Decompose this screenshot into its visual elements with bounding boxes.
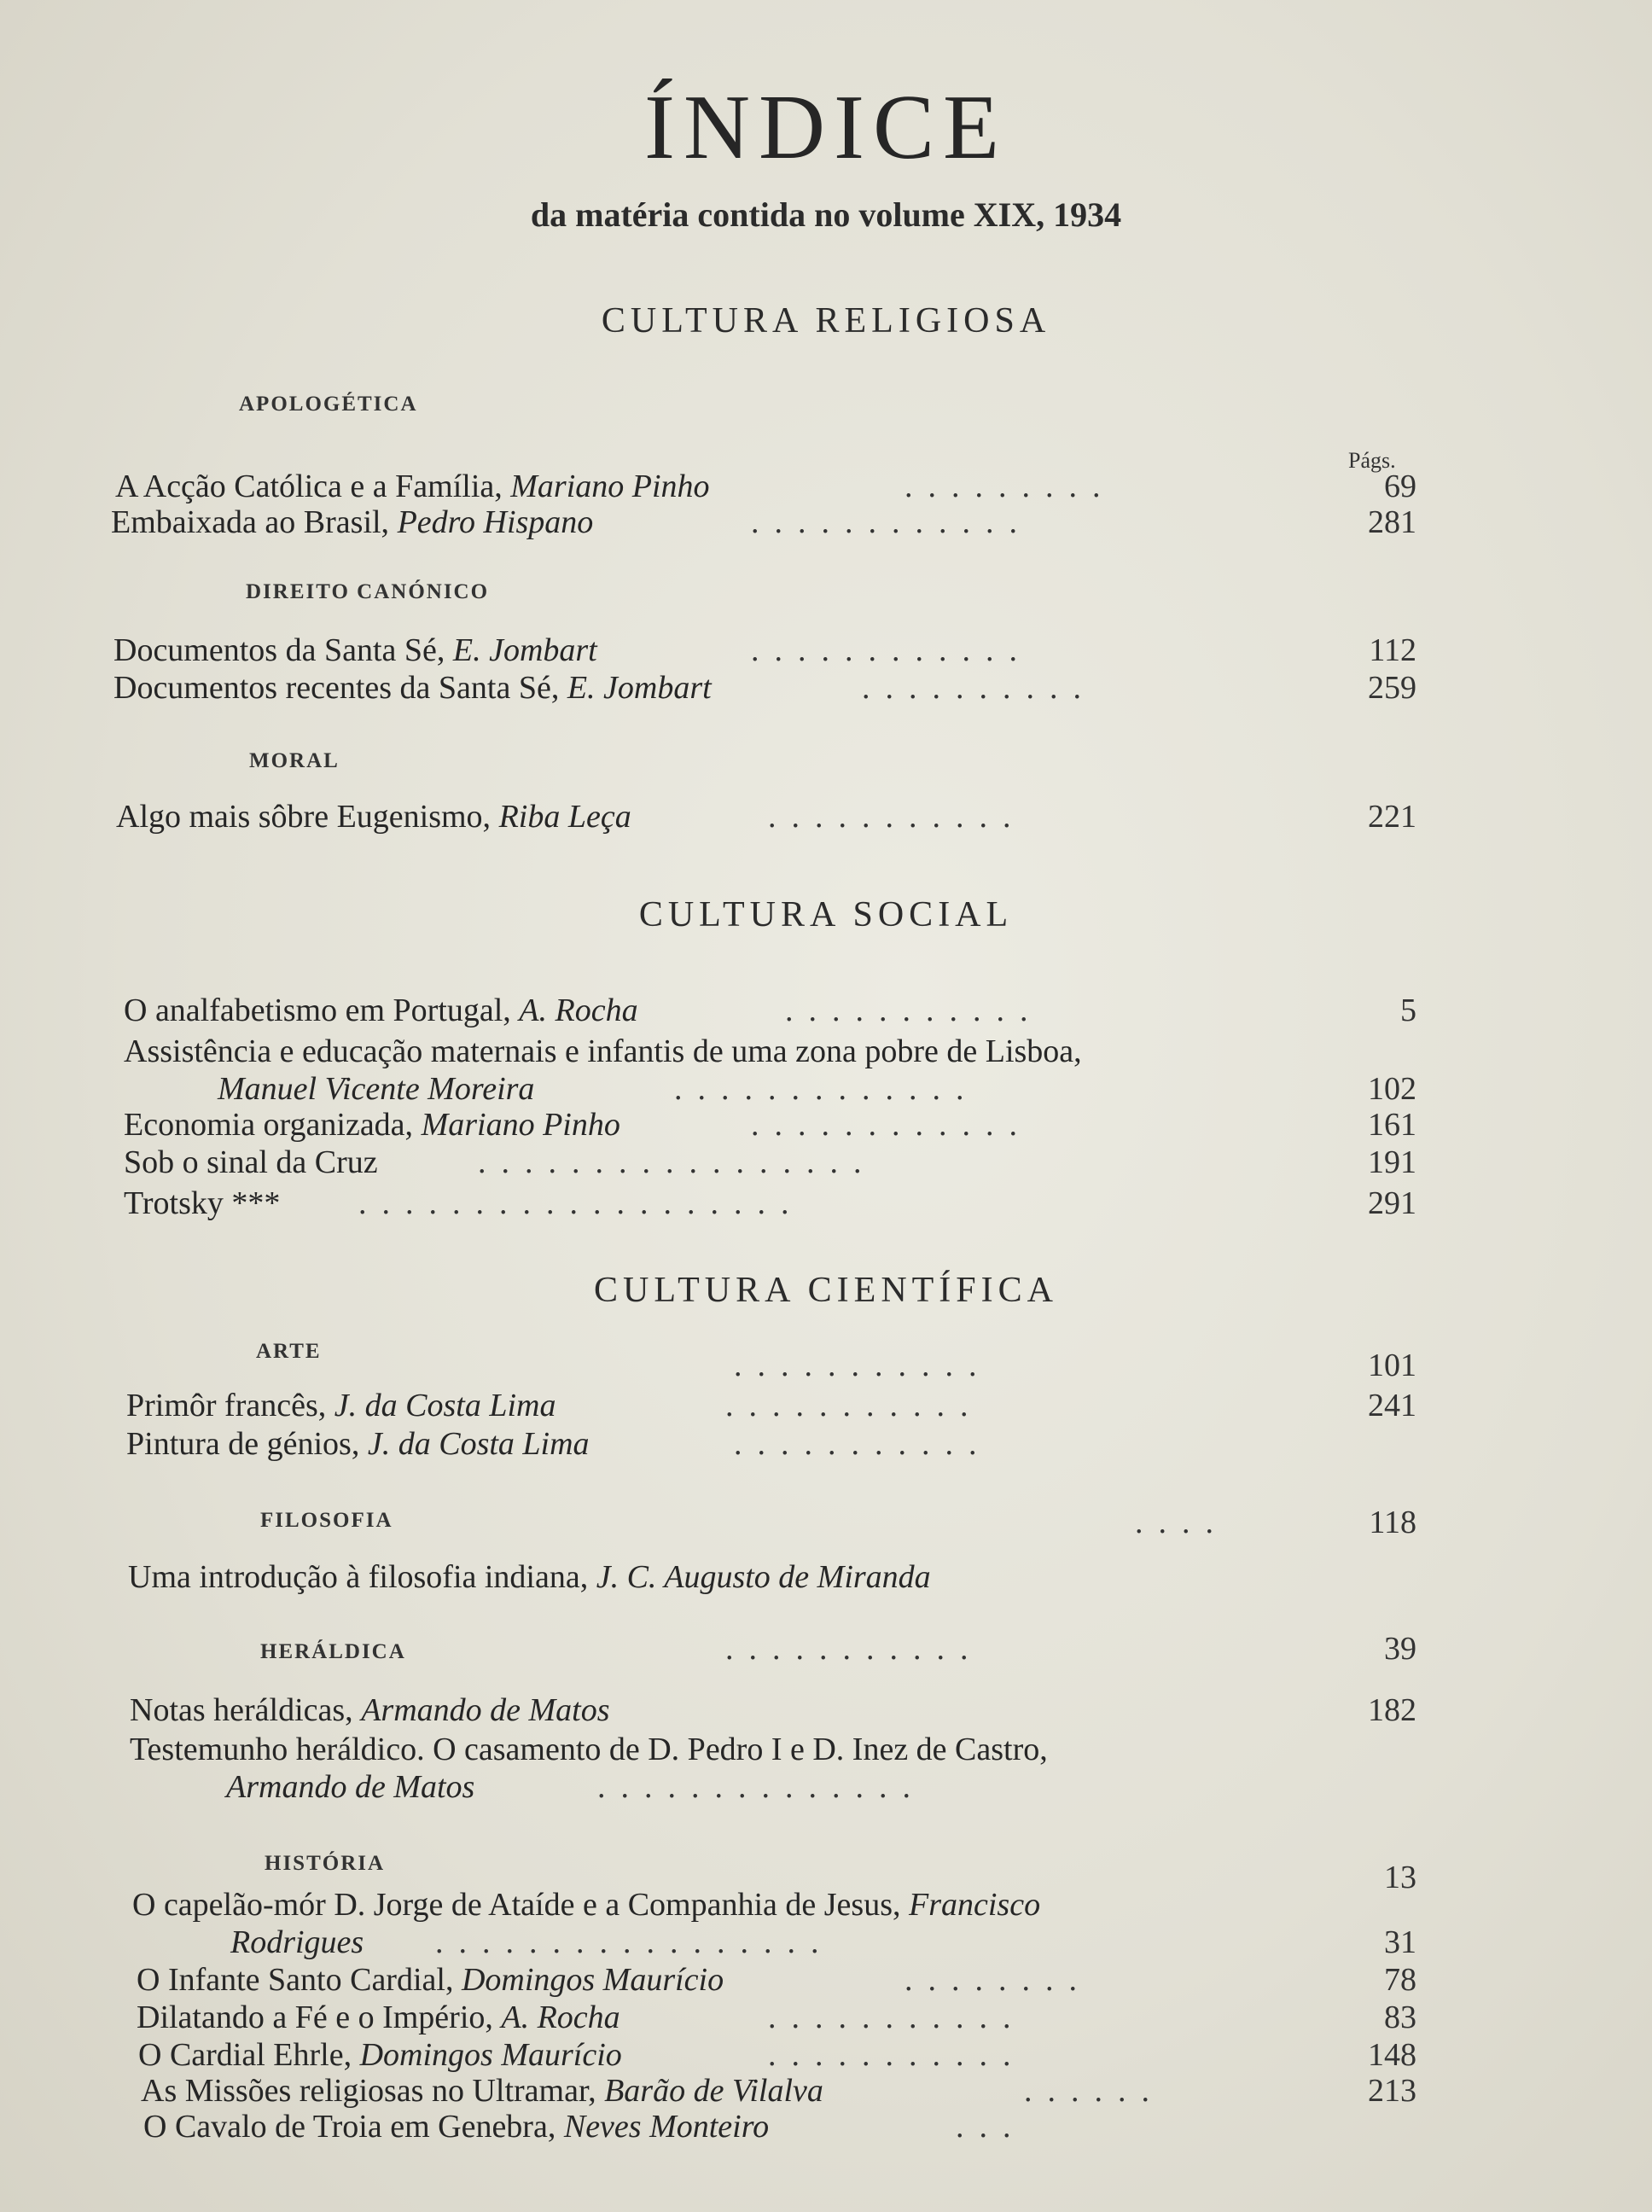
entry-page: 118 [1369, 1505, 1416, 1540]
section-heading-religiosa: CULTURA RELIGIOSA [601, 301, 1051, 341]
index-entry-page-only: .... 118 [1135, 1505, 1416, 1540]
subheading-filosofia: FILOSOFIA [260, 1509, 393, 1532]
entry-author: A. Rocha [519, 992, 638, 1028]
entry-author: E. Jombart [567, 670, 712, 706]
page-title: ÍNDICE [644, 77, 1008, 178]
pages-column-label: Págs. [1348, 448, 1396, 473]
index-entry: O Infante Santo Cardial, Domingos Maurício ........ 78 [137, 1962, 1416, 1998]
section-heading-social: CULTURA SOCIAL [638, 895, 1014, 934]
index-entry: Embaixada ao Brasil, Pedro Hispano ............ 281 [111, 504, 1416, 540]
index-entry: O capelão-mór D. Jorge de Ataíde e a Companhia de Jesus, Francisco [132, 1887, 1041, 1923]
index-entry: Pintura de génios, J. da Costa Lima ........... [126, 1426, 992, 1462]
entry-author: J. da Costa Lima [367, 1426, 590, 1462]
entry-page: 291 [1368, 1185, 1416, 1221]
index-entry: Documentos da Santa Sé, E. Jombart ............ 112 [113, 632, 1416, 668]
entry-author: J. da Costa Lima [334, 1388, 556, 1423]
entry-author: E. Jombart [452, 632, 597, 668]
index-entry-page-only: ........... 39 [725, 1631, 1416, 1667]
entry-page: 213 [1368, 2073, 1416, 2109]
index-entry: O analfabetismo em Portugal, A. Rocha ........... 5 [124, 992, 1416, 1028]
entry-page: 191 [1368, 1144, 1416, 1180]
index-entry: A Acção Católica e a Família, Mariano Pinho ......... 69 [115, 469, 1416, 504]
entry-author: Domingos Maurício [359, 2037, 622, 2073]
entry-page: 182 [1368, 1692, 1416, 1728]
section-heading-cientifica: CULTURA CIENTÍFICA [594, 1271, 1058, 1310]
index-entry: Documentos recentes da Santa Sé, E. Jombart .......... 259 [113, 670, 1416, 706]
index-entry: Rodrigues ................. 31 [230, 1924, 1416, 1960]
entry-page: 221 [1368, 799, 1416, 835]
index-entry: O Cardial Ehrle, Domingos Maurício ........... 148 [138, 2037, 1416, 2073]
index-entry: Economia organizada, Mariano Pinho ............ 161 [124, 1107, 1416, 1143]
entry-author: Barão de Vilalva [604, 2073, 823, 2109]
index-entry: Sob o sinal da Cruz ................. 191 [124, 1144, 1416, 1180]
index-entry: Primôr francês, J. da Costa Lima ........... 241 [126, 1388, 1416, 1423]
entry-author: J. C. Augusto de Miranda [596, 1559, 931, 1595]
entry-page: 241 [1368, 1388, 1416, 1423]
page-subtitle: da matéria contida no volume XIX, 1934 [530, 195, 1122, 234]
index-entry: Armando de Matos .............. [226, 1769, 926, 1805]
entry-author: Armando de Matos [226, 1769, 475, 1805]
entry-page: 31 [1384, 1924, 1416, 1960]
subheading-heraldica: HERÁLDICA [260, 1640, 406, 1663]
entry-author: Rodrigues [230, 1924, 364, 1960]
index-entry: Dilatando a Fé e o Império, A. Rocha ........... 83 [137, 2000, 1416, 2035]
entry-author: Mariano Pinho [510, 469, 710, 504]
entry-author: Domingos Maurício [461, 1962, 724, 1998]
entry-page: 13 [1384, 1860, 1416, 1895]
index-entry: Algo mais sôbre Eugenismo, Riba Leça ........... 221 [116, 799, 1416, 835]
subheading-historia: HISTÓRIA [265, 1852, 386, 1875]
index-entry: Manuel Vicente Moreira ............. 102 [218, 1071, 1416, 1107]
entry-page: 148 [1368, 2037, 1416, 2073]
subheading-moral: MORAL [249, 749, 340, 772]
entry-author: Mariano Pinho [421, 1107, 620, 1143]
index-entry: Notas heráldicas, Armando de Matos 182 [130, 1692, 1416, 1728]
entry-page: 78 [1384, 1962, 1416, 1998]
entry-page: 112 [1369, 632, 1416, 668]
entry-page: 39 [1384, 1631, 1416, 1667]
entry-author: Manuel Vicente Moreira [218, 1071, 535, 1107]
index-entry: As Missões religiosas no Ultramar, Barão de Vilalva ...... 213 [141, 2073, 1416, 2109]
entry-page: 5 [1400, 992, 1416, 1028]
entry-author: Armando de Matos [361, 1692, 610, 1728]
entry-page: 161 [1368, 1107, 1416, 1143]
entry-page: 259 [1368, 670, 1416, 706]
index-entry-page-only: ........... 101 [734, 1348, 1416, 1383]
index-entry: Assistência e educação maternais e infantis de uma zona pobre de Lisboa, [124, 1033, 1082, 1069]
entry-author: A. Rocha [501, 2000, 620, 2035]
subheading-arte: ARTE [256, 1340, 322, 1363]
index-entry: Uma introdução à filosofia indiana, J. C. Augusto de Miranda [128, 1559, 931, 1595]
entry-author: Riba Leça [498, 799, 631, 835]
index-entry: Testemunho heráldico. O casamento de D. Pedro I e D. Inez de Castro, [130, 1732, 1048, 1767]
entry-page: 101 [1368, 1348, 1416, 1383]
index-entry: Trotsky *** ................... 291 [124, 1185, 1416, 1221]
entry-page: 69 [1384, 469, 1416, 504]
subheading-direito-canonico: DIREITO CANÓNICO [246, 580, 490, 603]
index-entry: O Cavalo de Troia em Genebra, Neves Monteiro ... [143, 2109, 1027, 2145]
entry-page: 83 [1384, 2000, 1416, 2035]
entry-page: 281 [1368, 504, 1416, 540]
entry-author: Neves Monteiro [563, 2109, 770, 2145]
entry-page: 102 [1368, 1071, 1416, 1107]
entry-author: Pedro Hispano [397, 504, 594, 540]
subheading-apologetica: APOLOGÉTICA [239, 393, 418, 416]
entry-author: Francisco [908, 1887, 1041, 1923]
